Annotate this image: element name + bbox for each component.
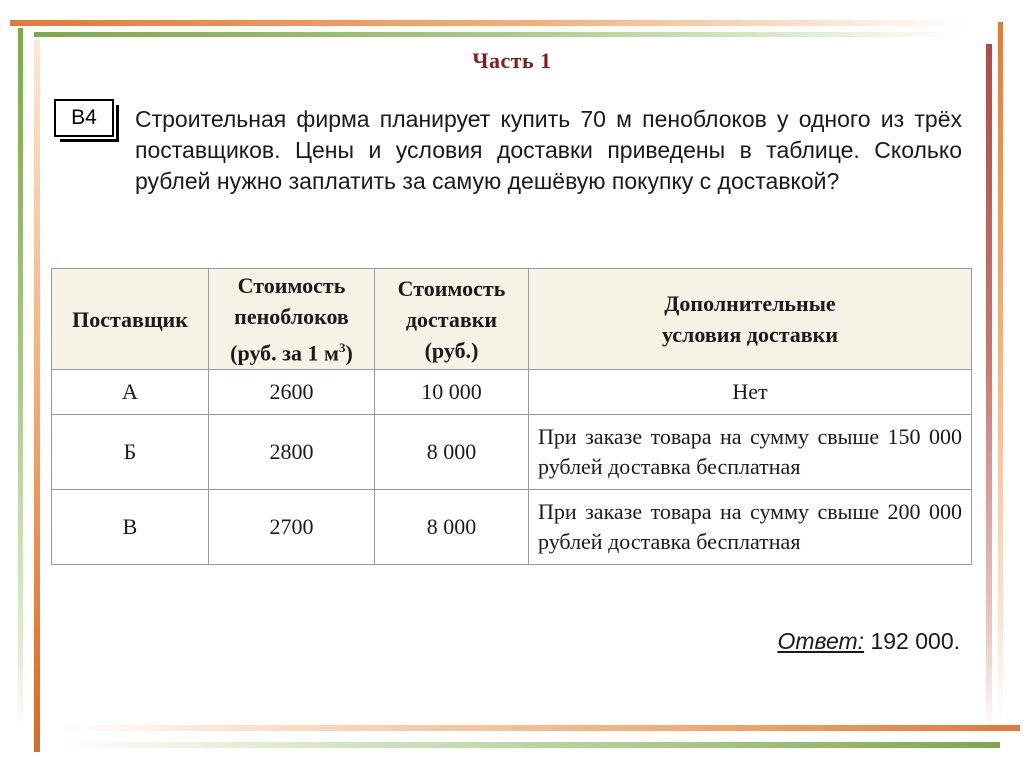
frame-right-red-bar bbox=[986, 44, 992, 734]
header-supplier bbox=[52, 269, 209, 370]
header-block-price-line2: пеноблоков bbox=[234, 303, 349, 329]
answer-line bbox=[777, 628, 960, 655]
frame-left-green-bar bbox=[18, 28, 23, 728]
header-conditions-line1: Дополнительные bbox=[664, 291, 836, 316]
task-number-badge: B4 bbox=[54, 99, 114, 137]
header-block-price-line3: (руб. за 1 м bbox=[230, 340, 339, 366]
price-cell: 2600 bbox=[209, 370, 375, 415]
answer-value: 192 000. bbox=[870, 628, 960, 654]
price-cell: 2800 bbox=[209, 415, 375, 490]
table-row bbox=[52, 490, 972, 565]
frame-right-orange-bar bbox=[998, 22, 1003, 722]
frame-bottom-orange-bar bbox=[60, 725, 1020, 731]
header-conditions bbox=[529, 269, 972, 370]
header-block-price-close: ) bbox=[345, 340, 353, 366]
header-block-price-sup: 3 bbox=[338, 339, 346, 355]
header-block-price-line1: Стоимость bbox=[237, 272, 346, 298]
delivery-cell: 8 000 bbox=[375, 490, 529, 565]
frame-left-orange-bar bbox=[34, 40, 40, 752]
table-row bbox=[52, 415, 972, 490]
conditions-cell: При заказе товара на сумму свыше 150 000 рублей доставка бесплатная bbox=[529, 415, 972, 490]
header-block-price bbox=[209, 269, 375, 370]
supplier-cell: А bbox=[52, 370, 209, 415]
price-cell: 2700 bbox=[209, 490, 375, 565]
header-delivery-line2: доставки bbox=[405, 306, 498, 332]
frame-bottom-green-bar bbox=[60, 742, 1000, 748]
header-delivery-line1: Стоимость bbox=[397, 275, 506, 301]
page-title: Часть 1 bbox=[472, 48, 552, 73]
conditions-cell: Нет bbox=[529, 370, 972, 415]
supplier-cell: В bbox=[52, 490, 209, 565]
supplier-cell: Б bbox=[52, 415, 209, 490]
delivery-cell: 10 000 bbox=[375, 370, 529, 415]
conditions-cell: При заказе товара на сумму свыше 200 000 рублей доставка бесплатная bbox=[529, 490, 972, 565]
header-delivery-line3: (руб.) bbox=[424, 337, 479, 363]
task-question-text: Строительная фирма планирует купить 70 м пеноблоков у одного из трёх поставщиков. Цены и условия доставки приведены в таблице. Сколько рублей нужно заплатить за самую дешёвую покупку с доставкой? bbox=[135, 106, 962, 194]
header-delivery-price bbox=[375, 269, 529, 370]
header-conditions-line2: условия доставки bbox=[661, 322, 839, 347]
answer-label: Ответ: bbox=[777, 628, 865, 654]
suppliers-table bbox=[51, 268, 972, 565]
table-row bbox=[52, 370, 972, 415]
table-header-row bbox=[52, 269, 972, 370]
frame-top-green-bar bbox=[34, 32, 964, 37]
frame-top-orange-bar bbox=[10, 20, 970, 26]
delivery-cell: 8 000 bbox=[375, 415, 529, 490]
header-supplier-label: Поставщик bbox=[72, 306, 188, 332]
